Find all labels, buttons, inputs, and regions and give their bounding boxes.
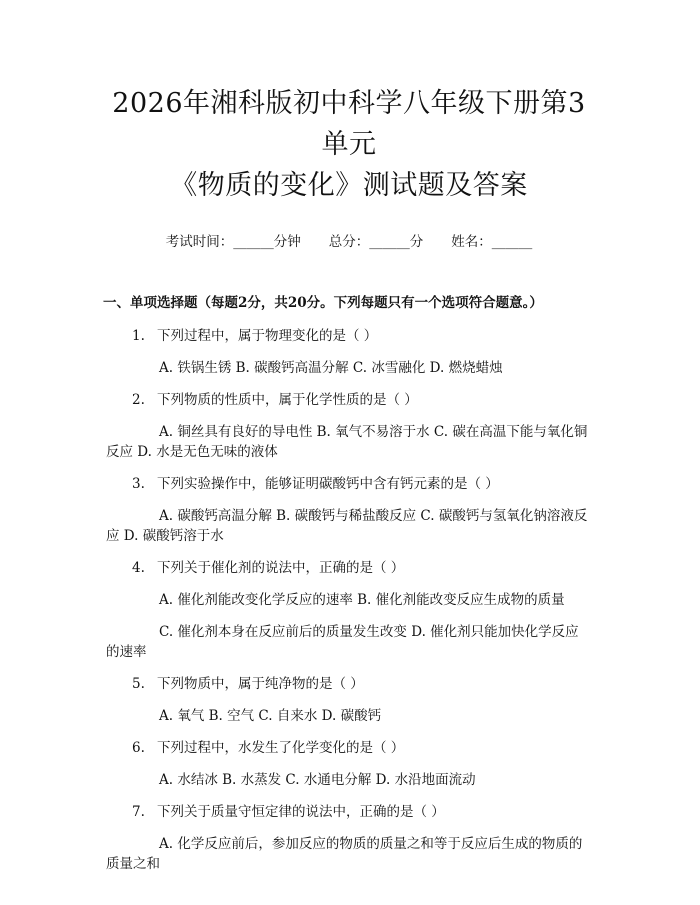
- question-stem: 下列物质的性质中，属于化学性质的是（ ）: [157, 392, 418, 408]
- question-2: [106, 390, 592, 462]
- question-number: 7.: [132, 804, 145, 820]
- question-options: A. 碳酸钙高温分解 B. 碳酸钙与稀盐酸反应 C. 碳酸钙与氢氧化钠溶液反应 D. 碳酸钙溶于水: [106, 508, 588, 544]
- question-number: 1.: [132, 328, 145, 344]
- question-number: 4.: [132, 560, 145, 576]
- question-options: C. 催化剂本身在反应前后的质量发生改变 D. 催化剂只能加快化学反应的速率: [106, 624, 579, 660]
- question-number: 2.: [132, 392, 145, 408]
- exam-name: 姓名：______: [451, 234, 533, 250]
- question-options: A. 氧气 B. 空气 C. 自来水 D. 碳酸钙: [159, 708, 382, 724]
- question-options: A. 催化剂能改变化学反应的速率 B. 催化剂能改变反应生成物的质量: [159, 592, 565, 608]
- question-stem: 下列过程中，属于物理变化的是（ ）: [157, 328, 378, 344]
- document-title: [106, 0, 592, 206]
- question-stem: 下列实验操作中，能够证明碳酸钙中含有钙元素的是（ ）: [157, 476, 499, 492]
- title-line-2: 《物质的变化》测试题及答案: [170, 170, 528, 201]
- question-7: [106, 802, 592, 874]
- question-5: [106, 674, 592, 726]
- exam-info: [106, 232, 592, 252]
- question-number: 3.: [132, 476, 145, 492]
- question-number: 5.: [132, 676, 145, 692]
- title-line-1: 2026年湘科版初中科学八年级下册第3单元: [112, 88, 586, 160]
- question-4: [106, 558, 592, 662]
- question-3: [106, 474, 592, 546]
- question-stem: 下列过程中，水发生了化学变化的是（ ）: [157, 740, 405, 756]
- section-heading: 一、单项选择题（每题2分，共20分。下列每题只有一个选项符合题意。）: [103, 295, 543, 311]
- question-options: A. 化学反应前后，参加反应的物质的质量之和等于反应后生成的物质的质量之和: [106, 836, 583, 872]
- question-options: A. 水结冰 B. 水蒸发 C. 水通电分解 D. 水沿地面流动: [159, 772, 476, 788]
- question-stem: 下列关于质量守恒定律的说法中，正确的是（ ）: [157, 804, 445, 820]
- exam-time: 考试时间：______分钟: [165, 234, 301, 250]
- question-options: A. 铁锅生锈 B. 碳酸钙高温分解 C. 冰雪融化 D. 燃烧蜡烛: [159, 360, 503, 376]
- exam-total-score: 总分：______分: [328, 234, 424, 250]
- question-stem: 下列关于催化剂的说法中，正确的是（ ）: [157, 560, 405, 576]
- question-6: [106, 738, 592, 790]
- question-stem: 下列物质中，属于纯净物的是（ ）: [157, 676, 364, 692]
- question-1: [106, 326, 592, 378]
- question-options: A. 铜丝具有良好的导电性 B. 氧气不易溶于水 C. 碳在高温下能与氧化铜反应 D. 水是无色无味的液体: [106, 424, 588, 460]
- question-number: 6.: [132, 740, 145, 756]
